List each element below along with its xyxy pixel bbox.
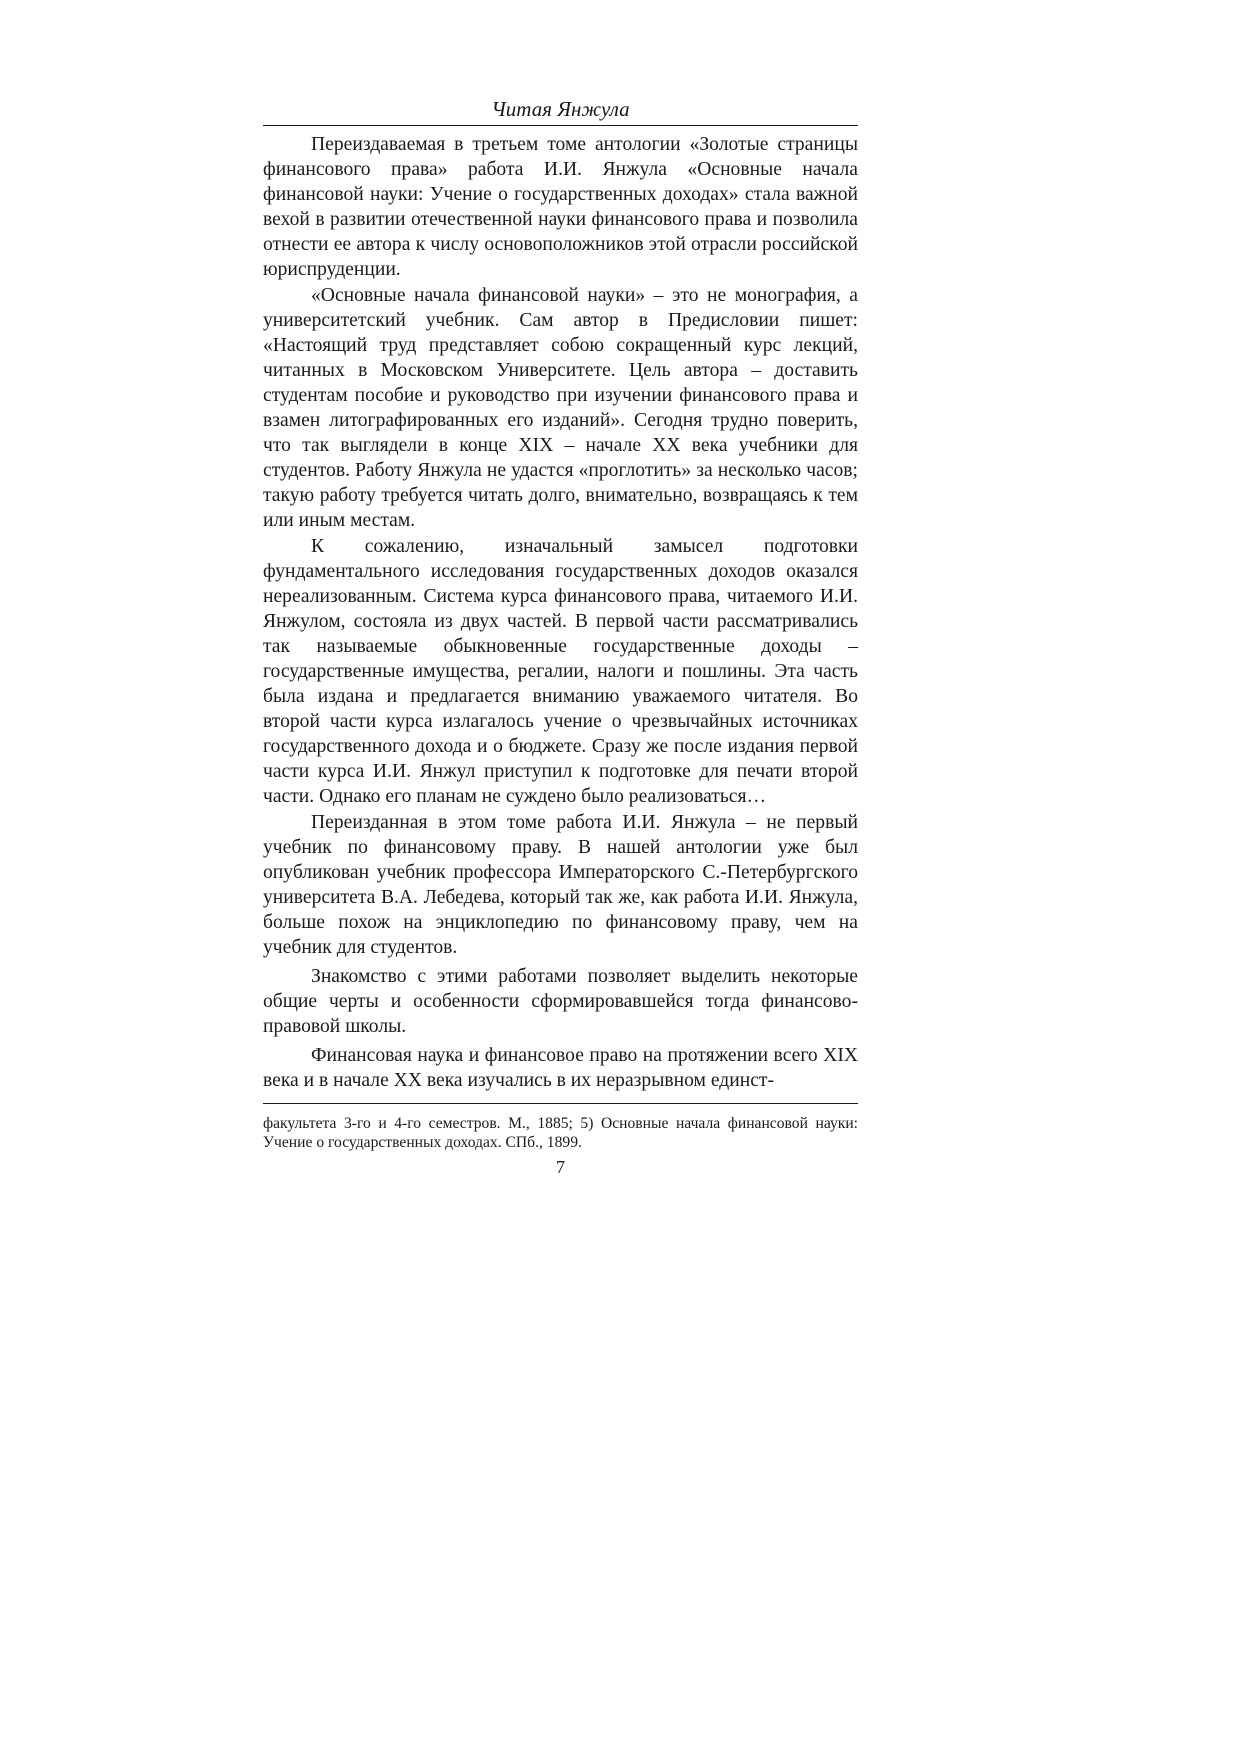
- paragraph: Знакомство с этими работами позволяет выделить некоторые общие черты и особенности сформировавшейся тогда финансово-правовой школы.: [263, 966, 858, 1038]
- paragraph: «Основные начала финансовой науки» – это не монография, а университетский учебник. Сам автор в Предисловии пишет: «Настоящий труд представляет собою сокращенный курс лекций, читанных в Московском Университете. Цель автора – доставить студентам пособие и руководство при изучении финансового права и взамен литографированных его изданий». Сегодня трудно поверить, что так выглядели в конце XIX – начале XX века учебники для студентов. Работу Янжула не удастся «проглотить» за несколько часов; такую работу требуется читать долго, внимательно, возвращаясь к тем или иным местам.: [263, 284, 858, 532]
- footnote-divider: [263, 1103, 858, 1104]
- footnote: [263, 1114, 858, 1153]
- paragraph: Финансовая наука и финансовое право на протяжении всего XIX века и в начале XX века изучались в их неразрывном единст-: [263, 1045, 858, 1092]
- page-number: 7: [556, 1156, 565, 1177]
- paragraph: Переизданная в этом томе работа И.И. Янжула – не первый учебник по финансовому праву. В нашей антологии уже был опубликован учебник профессора Императорского С.-Петербургского университета В.А. Лебедева, который так же, как работа И.И. Янжула, больше похож на энциклопедию по финансовому праву, чем на учебник для студентов.: [263, 811, 858, 958]
- paragraph: Переиздаваемая в третьем томе антологии «Золотые страницы финансового права» работа И.И. Янжула «Основные начала финансовой науки: Учение о государственных доходах» стала важной вехой в развитии отечественной науки финансового права и позволила отнести ее автора к числу основоположников этой отрасли российской юриспруденции.: [263, 134, 858, 281]
- paragraph: К сожалению, изначальный замысел подготовки фундаментального исследования государственных доходов оказался нереализованным. Система курса финансового права, читаемого И.И. Янжулом, состояла из двух частей. В первой части рассматривались так называемые обыкновенные государственные доходы – государственные имущества, регалии, налоги и пошлины. Эта часть была издана и предлагается вниманию уважаемого читателя. Во второй части курса излагалось учение о чрезвычайных источниках государственного дохода и о бюджете. Сразу же после издания первой части курса И.И. Янжул приступил к подготовке для печати второй части. Однако его планам не суждено было реализоваться…: [263, 535, 858, 808]
- footnote-text: факультета 3-го и 4-го семестров. М., 1885; 5) Основные начала финансовой науки: Учение о государственных доходах. СПб., 1899.: [263, 1114, 858, 1152]
- body-text: [263, 132, 858, 1094]
- running-head: Читая Янжула: [263, 96, 858, 126]
- book-page: [263, 96, 858, 1178]
